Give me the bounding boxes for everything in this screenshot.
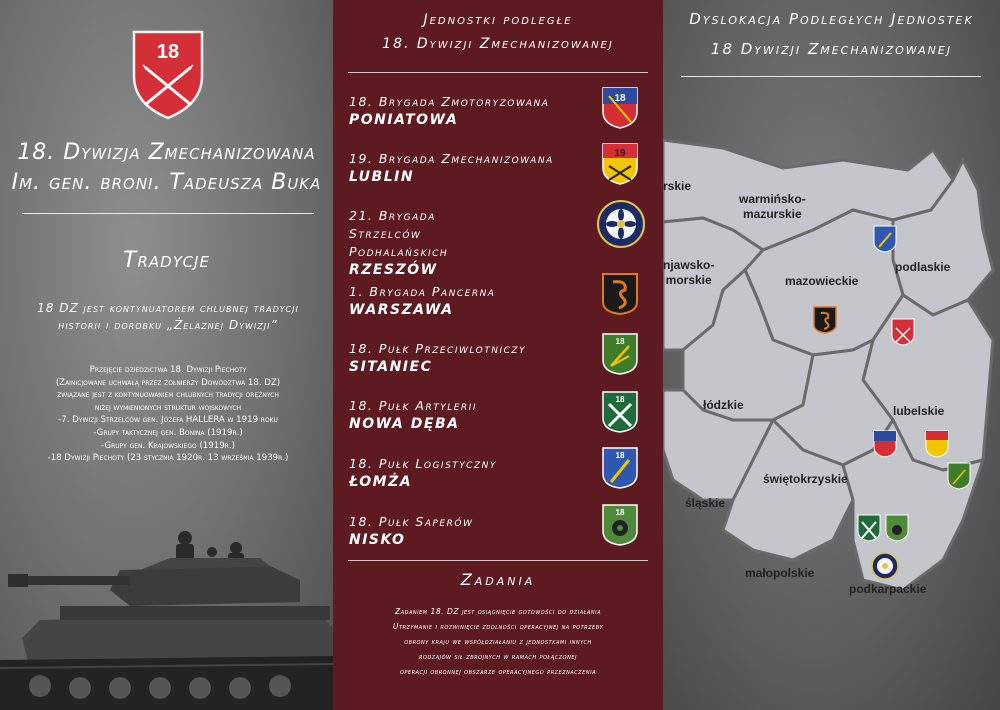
region-label: małopolskie xyxy=(745,566,815,580)
unit-badge-icon xyxy=(601,503,639,547)
traditions-line: (Zainicjowane uchwałą przez żołnierzy Dowództwa 18. DZ) xyxy=(55,377,281,388)
units-heading-line2: 18. Dywizji Zmechanizowanej xyxy=(382,36,614,52)
unit-badge-icon xyxy=(601,142,639,186)
division-title-line1: 18. Dywizja Zmechanizowana xyxy=(17,140,316,165)
unit-name: 18. Pułk Przeciwlotniczy xyxy=(349,341,527,356)
region-label: mazowieckie xyxy=(785,274,859,288)
divider xyxy=(681,76,981,77)
tasks-line: obrony kraju we współdziałaniu z jednostkami innych xyxy=(404,637,592,646)
region-label: warmińsko- mazurskie xyxy=(739,192,806,221)
unit-entry xyxy=(349,340,589,376)
unit-name: 18. Pułk Saperów xyxy=(349,514,474,529)
traditions-line: niżej wymienionych struktur wojskowych xyxy=(94,402,242,413)
unit-location: PONIATOWA xyxy=(349,112,459,128)
units-heading-line1: Jednostki podległe xyxy=(423,12,573,28)
region-label: śląskie xyxy=(685,496,726,510)
unit-entry xyxy=(349,513,589,549)
engineers-badge-icon xyxy=(885,514,909,542)
unit-entry xyxy=(349,207,589,279)
region-label: podkarpackie xyxy=(849,582,927,596)
unit-badge-icon xyxy=(601,86,639,130)
tasks-line: rodzajów sił zbrojnych w ramach połączonej xyxy=(419,652,577,661)
svg-text:18: 18 xyxy=(614,93,626,104)
region-label: njawsko- morskie xyxy=(663,258,715,287)
motorized-badge-icon xyxy=(891,318,915,346)
unit-entry xyxy=(349,150,589,186)
traditions-line: Przejęcie dziedzictwa 18. Dywizji Piechoty xyxy=(89,365,247,375)
unit-badge-icon xyxy=(601,390,639,434)
tasks-line: operacji obronnej obszarze operacyjnego przeznaczenia xyxy=(399,667,597,676)
region-label: świętokrzyskie xyxy=(763,472,848,486)
division-shield-icon xyxy=(130,28,206,120)
traditions-line: -7. Dywizji Strzelców gen. Józefa HALLERA w 1919 roku xyxy=(58,415,278,426)
unit-entry xyxy=(349,283,589,319)
unit-location: NOWA DĘBA xyxy=(349,416,460,432)
shield-number: 18 xyxy=(156,41,180,63)
logistics-badge-icon xyxy=(873,225,897,253)
unit-entry xyxy=(349,93,589,129)
left-panel xyxy=(0,0,333,710)
motorized-badge-icon xyxy=(873,430,897,458)
divider xyxy=(348,72,648,73)
svg-text:18: 18 xyxy=(615,451,625,460)
traditions-title: Tradycje xyxy=(123,248,210,273)
traditions-lead: 18 DZ jest kontynuatorem chlubnej tradycji historii i dorobku „Żelaznej Dywizji” xyxy=(37,301,299,332)
unit-entry xyxy=(349,455,589,491)
unit-location: SITANIEC xyxy=(349,359,433,375)
unit-name: 18. Pułk Artylerii xyxy=(349,398,477,413)
svg-text:18: 18 xyxy=(615,508,625,517)
unit-location: ŁOMŻA xyxy=(349,474,413,490)
divider xyxy=(22,213,314,214)
tasks-title: Zadania xyxy=(460,570,536,589)
traditions-body xyxy=(8,364,328,465)
divider xyxy=(348,560,648,561)
svg-text:18: 18 xyxy=(615,337,625,346)
unit-name: 21. Brygada Strzelców Podhalańskich xyxy=(349,208,449,259)
unit-name: 18. Brygada Zmotoryzowana xyxy=(349,94,550,109)
region-label: lubelskie xyxy=(893,404,945,418)
region-label: podlaskie xyxy=(895,260,951,274)
unit-badge-icon xyxy=(601,272,639,316)
division-title-line2: Im. gen. broni. Tadeusza Buka xyxy=(11,170,322,195)
unit-location: RZESZÓW xyxy=(349,262,438,278)
unit-entry xyxy=(349,397,589,433)
unit-location: NISKO xyxy=(349,532,406,548)
unit-location: LUBLIN xyxy=(349,169,415,185)
map-heading-line1: Dyslokacja Podległych Jednostek xyxy=(689,10,974,28)
edelweiss-badge-icon xyxy=(597,200,645,248)
traditions-line: -Grupy taktycznej gen. Bonina (1919r.) xyxy=(93,427,243,438)
poland-map xyxy=(663,120,1000,620)
edelweiss-badge-icon xyxy=(871,552,899,580)
map-panel xyxy=(663,0,1000,710)
unit-badge-icon xyxy=(601,332,639,376)
map-heading-line2: 18 Dywizji Zmechanizowanej xyxy=(710,40,953,58)
tasks-line: Zadaniem 18. DZ jest osiągnięcie gotowości do działania xyxy=(395,607,601,616)
region-label: łódzkie xyxy=(703,398,744,412)
mechanized-badge-icon xyxy=(925,430,949,458)
traditions-line: związane jest z kontynuowaniem chlubnych tradycji orężnych xyxy=(57,390,279,401)
unit-name: 19. Brygada Zmechanizowana xyxy=(349,151,554,166)
unit-badge-icon xyxy=(601,446,639,490)
region-label: rskie xyxy=(663,179,692,193)
svg-text:18: 18 xyxy=(615,395,625,404)
traditions-line: -Grupy gen. Krajowskiego (1919r.) xyxy=(101,440,235,451)
units-panel xyxy=(333,0,663,710)
traditions-line: -18 Dywizji Piechoty (23 stycznia 1920r. 13 września 1939r.) xyxy=(47,453,289,464)
artillery-badge-icon xyxy=(857,514,881,542)
unit-name: 18. Pułk Logistyczny xyxy=(349,456,497,471)
tasks-text xyxy=(343,604,653,679)
armoured-badge-icon xyxy=(813,306,837,334)
unit-name: 1. Brygada Pancerna xyxy=(349,284,496,299)
svg-text:19: 19 xyxy=(614,148,626,159)
tasks-line: Utrzymanie i rozwinięcie zdolności operacyjnej na potrzeby xyxy=(392,622,604,631)
tank-image xyxy=(0,510,333,710)
unit-location: WARSZAWA xyxy=(349,302,454,318)
air-defence-badge-icon xyxy=(947,462,971,490)
